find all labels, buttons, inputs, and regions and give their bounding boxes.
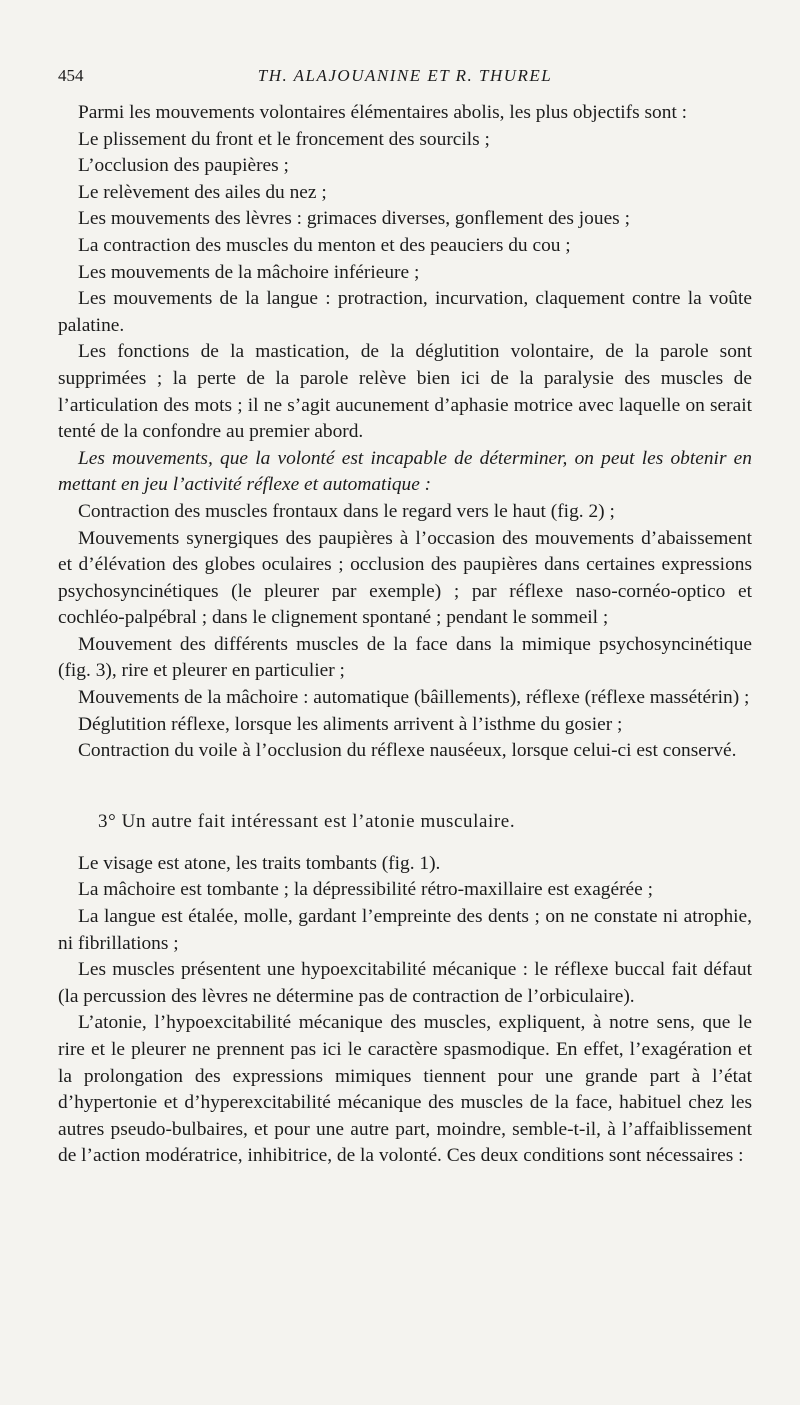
list-item-paupieres: L’occlusion des paupières ;	[78, 155, 289, 177]
paragraph-machoire-tombante: La mâchoire est tombante ; la dépressibilité rétro-maxillaire est exagérée ;	[78, 879, 654, 901]
list-item-deglutition: Déglutition réflexe, lorsque les aliments arrivent à l’isthme du gosier ;	[78, 713, 623, 735]
list-item-front-sourcils: Le plissement du front et le froncement des sourcils ;	[78, 128, 490, 150]
running-head	[58, 60, 752, 90]
running-title: TH. ALAJOUANINE ET R. THUREL	[257, 66, 553, 85]
list-item-menton: La contraction des muscles du menton et des peauciers du cou ;	[78, 234, 571, 256]
section-title: Un autre fait intéressant est l’atonie musculaire.	[121, 810, 516, 832]
paragraph-fonctions: Les fonctions de la mastication, de la déglutition volontaire, de la parole sont supprimées ; la perte de la parole relève bien ici de la paralysie des muscles de l’articulation des mots ; il ne s’agit aucunement d’aphasie motrice avec laquelle on serait tenté de la confondre au premier abord.	[58, 341, 752, 443]
paragraph-atonie: L’atonie, l’hypoexcitabilité mécanique des muscles, expliquent, à notre sens, que le rire et le pleurer ne prennent pas ici le caractère spasmodique. En effet, l’exagération et la prolongation des expressions mimiques tiennent pour une grande part à l’état d’hypertonie et d’hyperexcitabilité mécanique des muscles de la face, habituel chez les autres pseudo-bulbaires, et pour une autre part, moindre, semble-t-il, à l’affaiblissement de l’action modératrice, inhibitrice, de la volonté. Ces deux conditions sont nécessaires :	[58, 1012, 752, 1167]
section-number: 3°	[98, 810, 117, 832]
paragraph-langue-etalee: La langue est étalée, molle, gardant l’empreinte des dents ; on ne constate ni atrophie, ni fibrillations ;	[58, 906, 752, 954]
paragraph-muscles-hypoexcitabilite: Les muscles présentent une hypoexcitabilité mécanique : le réflexe buccal fait défaut (la percussion des lèvres ne détermine pas de contraction de l’orbiculaire).	[58, 959, 752, 1007]
list-item-machoire: Les mouvements de la mâchoire inférieure ;	[78, 261, 420, 283]
list-item-mimique: Mouvement des différents muscles de la face dans la mimique psychosyncinétique (fig. 3), rire et pleurer en particulier ;	[58, 633, 752, 682]
list-item-levres: Les mouvements des lèvres : grimaces diverses, gonflement des joues ;	[78, 208, 630, 230]
page-number: 454	[58, 66, 84, 85]
body-text	[58, 100, 752, 1170]
paragraph-intro: Parmi les mouvements volontaires élémentaires abolis, les plus objectifs sont :	[78, 102, 688, 123]
list-item-langue: Les mouvements de la langue : protraction, incurvation, claquement contre la voûte palatine.	[58, 288, 752, 336]
list-item-voile: Contraction du voile à l’occlusion du réflexe nauséeux, lorsque celui-ci est conservé.	[78, 740, 737, 762]
section-heading	[58, 809, 752, 835]
paragraph-visage: Le visage est atone, les traits tombants (fig. 1).	[78, 852, 441, 874]
list-item-nez: Le relèvement des ailes du nez ;	[78, 181, 327, 203]
list-item-machoire-reflexe: Mouvements de la mâchoire : automatique (bâillements), réflexe (réflexe massétérin) ;	[78, 687, 750, 709]
list-item-synergiques: Mouvements synergiques des paupières à l’occasion des mouvements d’abaissement et d’élévation des globes oculaires ; occlusion des paupières dans certaines expressions psychosyncinétiques (le pleurer par exemple) ; par réflexe naso-cornéo-optico et cochléo-palpébral ; dans le clignement spontané ; pendant le sommeil ;	[58, 527, 752, 629]
paragraph-activite-reflexe: Les mouvements, que la volonté est incapable de déterminer, on peut les obtenir en mettant en jeu l’activité réflexe et automatique :	[58, 447, 752, 496]
list-item-frontaux: Contraction des muscles frontaux dans le regard vers le haut (fig. 2) ;	[78, 500, 615, 522]
